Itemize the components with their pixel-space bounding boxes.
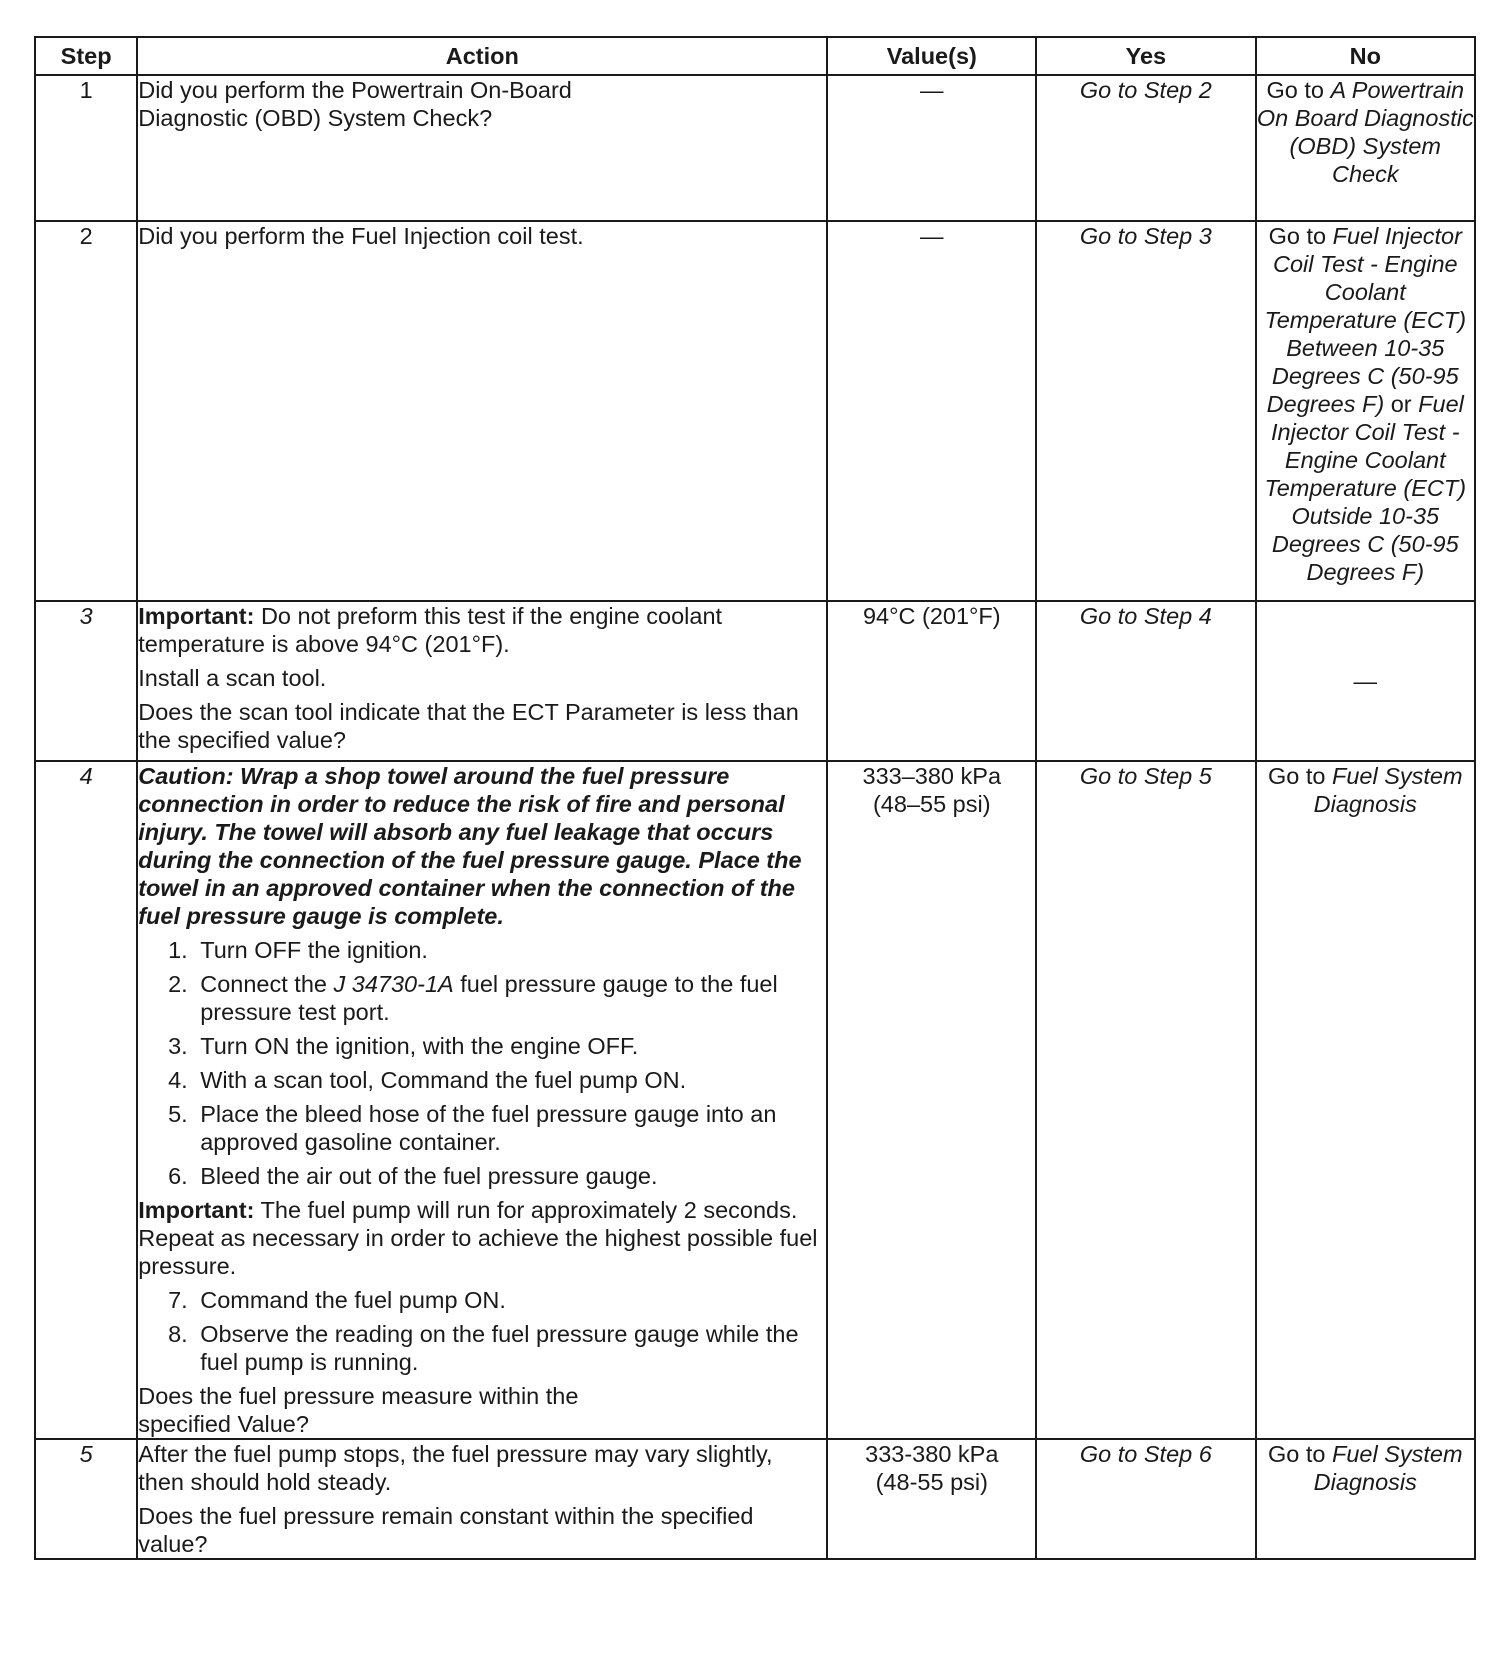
list-item: 6. Bleed the air out of the fuel pressure gauge. — [194, 1162, 826, 1190]
step-number: 1 — [35, 75, 137, 221]
header-no: No — [1256, 37, 1475, 75]
important-label: Important: — [138, 1197, 255, 1223]
procedure-list-a — [138, 936, 826, 1190]
no-prefix: Go to — [1268, 223, 1327, 249]
value-cell: — — [827, 75, 1036, 221]
list-item-text: Connect the — [200, 971, 327, 997]
action-question: Does the scan tool indicate that the ECT Parameter is less than the specified value? — [138, 699, 799, 753]
list-item: 8. Observe the reading on the fuel pressure gauge while the fuel pump is running. — [194, 1320, 826, 1376]
list-item: 3. Turn ON the ignition, with the engine OFF. — [194, 1032, 826, 1060]
yes-link[interactable]: Go to Step 6 — [1036, 1439, 1255, 1559]
list-item: 1. Turn OFF the ignition. — [194, 936, 826, 964]
no-link-ect-outside[interactable]: Fuel Injector Coil Test - Engine Coolant Temperature (ECT) Outside 10-35 Degrees C (50-95 Degrees F) — [1264, 391, 1467, 585]
table-row-step-4 — [35, 761, 1475, 1439]
table-row-step-2 — [35, 221, 1475, 601]
step-number: 5 — [35, 1439, 137, 1559]
list-item: 4. With a scan tool, Command the fuel pump ON. — [194, 1066, 826, 1094]
yes-link[interactable]: Go to Step 3 — [1036, 221, 1255, 601]
no-cell — [1256, 1439, 1475, 1559]
no-prefix: Go to — [1267, 763, 1326, 789]
no-link[interactable]: Fuel System Diagnosis — [1313, 1441, 1463, 1495]
value-cell: 94°C (201°F) — [827, 601, 1036, 761]
table-row-step-3 — [35, 601, 1475, 761]
caution-note: Caution: Wrap a shop towel around the fuel pressure connection in order to reduce the risk of fire and personal injury. The towel will absorb any fuel leakage that occurs during the connection of the fuel pressure gauge. Place the towel in an approved container when the connection of the fuel pressure gauge is complete. — [138, 763, 802, 929]
yes-link[interactable]: Go to Step 2 — [1036, 75, 1255, 221]
action-cell — [137, 601, 827, 761]
important-label: Important: — [138, 603, 255, 629]
value-cell — [827, 1439, 1036, 1559]
no-prefix: Go to — [1267, 1441, 1326, 1467]
header-action: Action — [137, 37, 827, 75]
value-line: 333–380 kPa — [862, 763, 1002, 789]
value-line: (48–55 psi) — [872, 791, 991, 817]
action-line: Install a scan tool. — [138, 665, 327, 691]
step-number: 3 — [35, 601, 137, 761]
important-note — [138, 602, 826, 658]
no-prefix: Go to — [1266, 77, 1324, 103]
action-text: Did you perform the Powertrain On-Board Diagnostic (OBD) System Check? — [138, 77, 572, 131]
tool-number: J 34730-1A — [333, 971, 454, 997]
value-line: 333-380 kPa — [865, 1441, 999, 1467]
table-row-step-1 — [35, 75, 1475, 221]
action-cell — [137, 221, 827, 601]
action-cell — [137, 1439, 827, 1559]
no-link[interactable]: A Powertrain On Board Diagnostic (OBD) System Check — [1256, 77, 1474, 187]
no-or: or — [1390, 391, 1412, 417]
no-cell: — — [1256, 601, 1475, 761]
action-line: After the fuel pump stops, the fuel pressure may vary slightly, then should hold steady. — [138, 1441, 773, 1495]
action-question: Does the fuel pressure remain constant within the specified value? — [138, 1503, 754, 1557]
header-yes: Yes — [1036, 37, 1255, 75]
important-text: The fuel pump will run for approximately 2 seconds. Repeat as necessary in order to achieve the highest possible fuel pressure. — [138, 1197, 818, 1279]
important-note — [138, 1196, 826, 1280]
table-row-step-5 — [35, 1439, 1475, 1559]
no-cell — [1256, 75, 1475, 221]
procedure-list-b — [138, 1286, 826, 1376]
list-item: 5. Place the bleed hose of the fuel pressure gauge into an approved gasoline container. — [194, 1100, 826, 1156]
diagnostic-table-container — [34, 36, 1476, 1560]
value-line: (48-55 psi) — [875, 1469, 988, 1495]
no-link[interactable]: Fuel System Diagnosis — [1313, 763, 1463, 817]
list-item-text: fuel pressure gauge to the fuel pressure test port. — [200, 971, 778, 1025]
action-question: Does the fuel pressure measure within the specified Value? — [138, 1383, 579, 1437]
yes-link[interactable]: Go to Step 5 — [1036, 761, 1255, 1439]
action-cell — [137, 75, 827, 221]
no-link-ect-between[interactable]: Fuel Injector Coil Test - Engine Coolant Temperature (ECT) Between 10-35 Degrees C (50-95 Degrees F) — [1264, 223, 1467, 417]
value-cell: — — [827, 221, 1036, 601]
action-cell — [137, 761, 827, 1439]
step-number: 2 — [35, 221, 137, 601]
table-header-row — [35, 37, 1475, 75]
step-number: 4 — [35, 761, 137, 1439]
action-text: Did you perform the Fuel Injection coil test. — [138, 223, 584, 249]
no-cell — [1256, 221, 1475, 601]
important-text: Do not preform this test if the engine coolant temperature is above 94°C (201°F). — [138, 603, 723, 657]
value-cell — [827, 761, 1036, 1439]
list-item: 7. Command the fuel pump ON. — [194, 1286, 826, 1314]
yes-link[interactable]: Go to Step 4 — [1036, 601, 1255, 761]
header-values: Value(s) — [827, 37, 1036, 75]
no-cell — [1256, 761, 1475, 1439]
list-item — [194, 970, 826, 1026]
header-step: Step — [35, 37, 137, 75]
diagnostic-table — [34, 36, 1476, 1560]
